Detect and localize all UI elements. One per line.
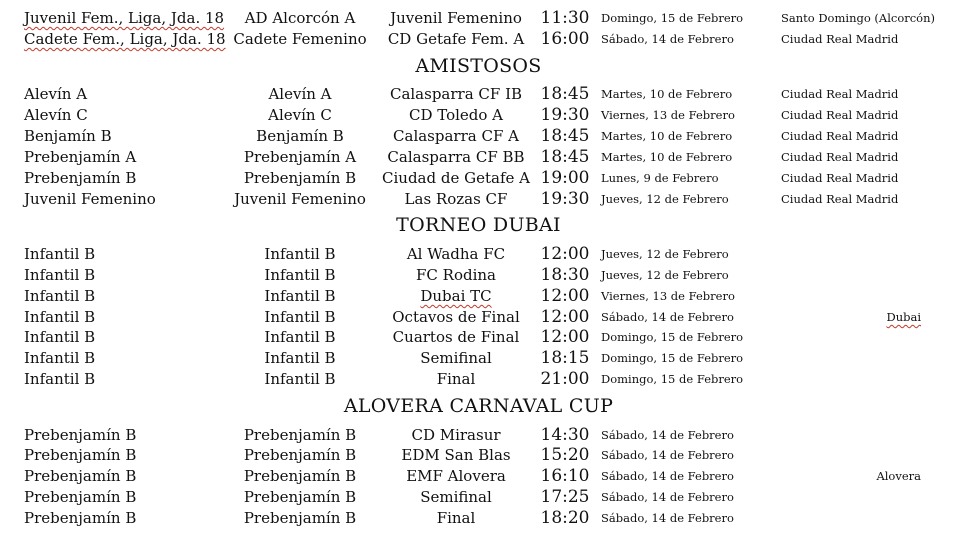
table-row: Infantil B Infantil B Cuartos de Final 12:00 Domingo, 15 de Febrero: [24, 327, 744, 347]
category-cell: Prebenjamín B: [24, 169, 137, 187]
category-cell: Infantil B: [24, 266, 96, 284]
date-cell: Sábado, 14 de Febrero: [601, 448, 734, 462]
date-cell: Sábado, 14 de Febrero: [601, 469, 734, 483]
table-row: Infantil B Infantil B Dubai TC 12:00 Viernes, 13 de Febrero: [24, 286, 735, 306]
category-cell: Prebenjamín B: [24, 467, 137, 485]
date-cell: Lunes, 9 de Febrero: [601, 171, 719, 185]
table-row: Juvenil Fem., Liga, Jda. 18 AD Alcorcón A Juvenil Femenino 11:30 Domingo, 15 de Febrero Santo Domingo (Alcorcón): [24, 8, 936, 28]
date-cell: Sábado, 14 de Febrero: [601, 511, 734, 525]
table-row: Prebenjamín B Prebenjamín B Semifinal 17:25 Sábado, 14 de Febrero: [24, 487, 734, 507]
venue-cell: Ciudad Real Madrid: [781, 192, 899, 206]
venue-cell: Dubai: [886, 310, 921, 324]
category-cell: Infantil B: [24, 349, 96, 367]
table-row: Infantil B Infantil B Al Wadha FC 12:00 Jueves, 12 de Febrero: [24, 244, 729, 264]
venue-cell: Santo Domingo (Alcorcón): [781, 11, 936, 25]
table-row: Infantil B Infantil B Octavos de Final 12:00 Sábado, 14 de Febrero Dubai: [24, 307, 921, 327]
table-row: Prebenjamín B Prebenjamín B EDM San Blas 15:20 Sábado, 14 de Febrero: [24, 445, 734, 465]
category-cell: Infantil B: [24, 245, 96, 263]
table-row: Prebenjamín B Prebenjamín B EMF Alovera 16:10 Sábado, 14 de Febrero Alovera: [24, 466, 921, 486]
category-cell: Benjamín B: [24, 127, 112, 145]
table-row: Alevín A Alevín A Calasparra CF IB 18:45 Martes, 10 de Febrero Ciudad Real Madrid: [24, 84, 899, 104]
date-cell: Sábado, 14 de Febrero: [601, 490, 734, 504]
table-row: Infantil B Infantil B Semifinal 18:15 Domingo, 15 de Febrero: [24, 348, 744, 368]
section-heading: TORNEO DUBAI: [396, 214, 561, 236]
date-cell: Viernes, 13 de Febrero: [601, 289, 735, 303]
venue-cell: Ciudad Real Madrid: [781, 129, 899, 143]
date-cell: Martes, 10 de Febrero: [601, 129, 733, 143]
table-row: Prebenjamín B Prebenjamín B Final 18:20 Sábado, 14 de Febrero: [24, 508, 734, 528]
date-cell: Martes, 10 de Febrero: [601, 150, 733, 164]
category-cell: Alevín A: [24, 85, 88, 103]
date-cell: Jueves, 12 de Febrero: [601, 268, 729, 282]
date-cell: Jueves, 12 de Febrero: [601, 192, 729, 206]
venue-cell: Ciudad Real Madrid: [781, 150, 899, 164]
date-cell: Domingo, 15 de Febrero: [601, 372, 744, 386]
date-cell: Jueves, 12 de Febrero: [601, 247, 729, 261]
category-cell: Infantil B: [24, 370, 96, 388]
venue-cell: Ciudad Real Madrid: [781, 171, 899, 185]
table-row: Prebenjamín B Prebenjamín B Ciudad de Getafe A 19:00 Lunes, 9 de Febrero Ciudad Real Madrid: [24, 168, 899, 188]
table-row: Juvenil Femenino Juvenil Femenino Las Rozas CF 19:30 Jueves, 12 de Febrero Ciudad Real Madrid: [24, 189, 899, 209]
category-cell: Infantil B: [24, 287, 96, 305]
date-cell: Sábado, 14 de Febrero: [601, 428, 734, 442]
table-row: Prebenjamín A Prebenjamín A Calasparra CF BB 18:45 Martes, 10 de Febrero Ciudad Real Madrid: [24, 147, 899, 167]
category-cell: Prebenjamín A: [24, 148, 137, 166]
section-heading: AMISTOSOS: [415, 55, 542, 77]
venue-cell: Ciudad Real Madrid: [781, 108, 899, 122]
category-cell: Infantil B: [24, 328, 96, 346]
date-cell: Domingo, 15 de Febrero: [601, 330, 744, 344]
date-cell: Domingo, 15 de Febrero: [601, 11, 744, 25]
date-cell: Domingo, 15 de Febrero: [601, 351, 744, 365]
section-heading: ALOVERA CARNAVAL CUP: [343, 395, 614, 417]
table-row: Infantil B Infantil B Final 21:00 Domingo, 15 de Febrero: [24, 369, 744, 389]
category-cell: Prebenjamín B: [24, 426, 137, 444]
date-cell: Sábado, 14 de Febrero: [601, 310, 734, 324]
category-cell: Infantil B: [24, 308, 96, 326]
venue-cell: Alovera: [876, 469, 921, 483]
venue-cell: Ciudad Real Madrid: [781, 87, 899, 101]
category-cell: Prebenjamín B: [24, 509, 137, 527]
date-cell: Martes, 10 de Febrero: [601, 87, 733, 101]
category-cell: Prebenjamín B: [24, 446, 137, 464]
table-row: Infantil B Infantil B FC Rodina 18:30 Jueves, 12 de Febrero: [24, 265, 729, 285]
table-row: Benjamín B Benjamín B Calasparra CF A 18:45 Martes, 10 de Febrero Ciudad Real Madrid: [24, 126, 899, 146]
category-cell: Juvenil Femenino: [24, 190, 156, 208]
date-cell: Viernes, 13 de Febrero: [601, 108, 735, 122]
table-row: Cadete Fem., Liga, Jda. 18 Cadete Femenino CD Getafe Fem. A 16:00 Sábado, 14 de Febrero Ciudad Real Madrid: [24, 29, 899, 49]
date-cell: Sábado, 14 de Febrero: [601, 32, 734, 46]
venue-cell: Ciudad Real Madrid: [781, 32, 899, 46]
category-cell: Prebenjamín B: [24, 488, 137, 506]
table-row: Prebenjamín B Prebenjamín B CD Mirasur 14:30 Sábado, 14 de Febrero: [24, 425, 734, 445]
table-row: Alevín C Alevín C CD Toledo A 19:30 Viernes, 13 de Febrero Ciudad Real Madrid: [24, 105, 899, 125]
category-cell: Alevín C: [24, 106, 88, 124]
